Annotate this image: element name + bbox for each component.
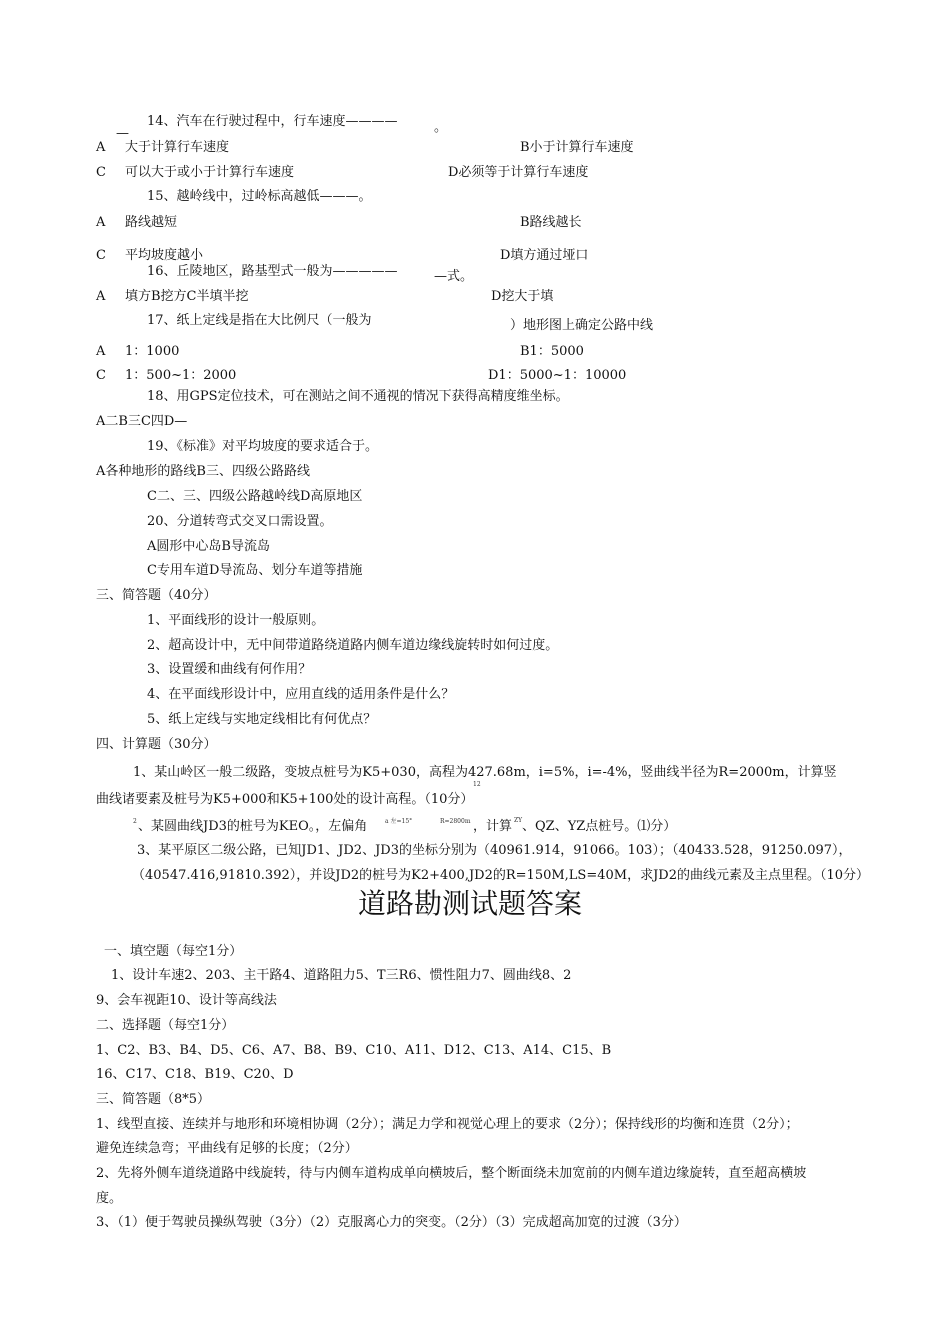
calc-problem-2-part-c: 、QZ、YZ点桩号。⑴分）	[522, 819, 677, 834]
section3-item: 2、超高设计中，无中间带道路绕道路内侧车道边缘线旋转时如何过度。	[147, 638, 559, 653]
section3-item: 1、平面线形的设计一般原则。	[147, 613, 325, 628]
q14-stem: 14、汽车在行驶过程中，行车速度————	[147, 114, 398, 129]
answer-short-1-line1: 1、线型直接、连续并与地形和环境相协调（2分）；满足力学和视觉心理上的要求（2分）；保持线形的均衡和连贯（2分）；	[96, 1117, 799, 1132]
q17-c-letter: C	[96, 368, 106, 383]
q14-a-letter: A	[96, 140, 106, 155]
q14-option-a: 大于计算行车速度	[125, 140, 230, 155]
q16-tail: —式。	[434, 269, 474, 284]
q16-option-d: D挖大于填	[491, 289, 554, 304]
q17-option-d: D1：5000~1：10000	[488, 368, 627, 383]
q18-stem: 18、用GPS定位技术，可在测站之间不通视的情况下获得高精度维坐标。	[147, 389, 569, 404]
q14-option-c: 可以大于或小于计算行车速度	[125, 165, 295, 180]
q15-stem: 15、越岭线中，过岭标高越低———。	[147, 189, 372, 204]
calc-problem-2-angle: a 左=15°	[385, 818, 413, 825]
q17-option-b: B1：5000	[520, 344, 584, 359]
q15-option-d: D填方通过垭口	[500, 248, 589, 263]
section4-heading: 四、计算题（30分）	[96, 737, 217, 752]
q16-a-letter: A	[96, 289, 106, 304]
q19-options-ab: A各种地形的路线B三、四级公路路线	[96, 464, 310, 479]
q14-tail: 。	[434, 120, 448, 135]
q20-options-cd: C专用车道D导流岛、划分车道等措施	[147, 563, 363, 578]
q17-option-c: 1：500~1：2000	[125, 368, 237, 383]
answer-choice-line1: 1、C2、B3、B4、D5、C6、A7、B8、B9、C10、A11、D12、C13、A14、C15、B	[96, 1043, 612, 1058]
q17-tail: ）地形图上确定公路中线	[510, 318, 654, 333]
calc-problem-2-part-b: ，计算	[473, 819, 513, 834]
answer-title: 道路勘测试题答案	[358, 887, 583, 920]
q15-a-letter: A	[96, 215, 106, 230]
q14-dash: —	[116, 126, 129, 141]
q19-options-cd: C二、三、四级公路越岭线D高原地区	[147, 489, 363, 504]
calc-problem-1-line1: 1、某山岭区一般二级路，变坡点桩号为K5+030，高程为427.68m，i=5%，i=-4%，竖曲线半径为R=2000m，计算竖	[133, 765, 837, 780]
q16-options-abc: 填方B挖方C半填半挖	[125, 289, 249, 304]
calc-problem-1-subscript: 12	[473, 781, 481, 788]
calc-problem-2-radius: R=2800m	[440, 818, 471, 825]
calc-problem-2-number: 2	[133, 818, 137, 825]
q14-option-d: D必须等于计算行车速度	[448, 165, 589, 180]
calc-problem-3-line1: 3、某平原区二级公路，已知JD1、JD2、JD3的坐标分别为（40961.914，91066。103）；（40433.528，91250.097），	[137, 843, 852, 858]
q18-options: A二B三C四D—	[96, 414, 188, 429]
q17-a-letter: A	[96, 344, 106, 359]
q15-option-c: 平均坡度越小	[125, 248, 204, 263]
q17-option-a: 1：1000	[125, 344, 180, 359]
q20-options-ab: A圆形中心岛B导流岛	[147, 539, 270, 554]
answer-short-1-line2: 避免连续急弯；平曲线有足够的长度；（2分）	[96, 1141, 358, 1156]
q14-c-letter: C	[96, 165, 106, 180]
calc-problem-3-line2: （40547.416,91810.392），并设JD2的桩号为K2+400,JD2的R=150M,LS=40M，求JD2的曲线元素及主点里程。（10分）	[132, 868, 870, 883]
answer-short-3-line1: 3、（1）便于驾驶员操纵驾驶（3分）（2）克服离心力的突变。（2分）（3）完成超高加宽的过渡（3分）	[96, 1215, 687, 1230]
answer-short-2-line2: 度。	[96, 1191, 123, 1206]
section3-heading: 三、简答题（40分）	[96, 588, 217, 603]
q17-stem: 17、纸上定线是指在大比例尺（一般为	[147, 313, 372, 328]
q16-stem: 16、丘陵地区，路基型式一般为—————	[147, 264, 398, 279]
answer-choice-line2: 16、C17、C18、B19、C20、D	[96, 1067, 294, 1082]
q19-stem: 19、《标准》对平均坡度的要求适合于。	[147, 439, 379, 454]
answer-choice-heading: 二、选择题（每空1分）	[96, 1018, 235, 1033]
answer-short-2-line1: 2、先将外侧车道绕道路中线旋转，待与内侧车道构成单向横坡后，整个断面绕未加宽前的内侧车道边缘旋转，直至超高横坡	[96, 1166, 807, 1181]
section3-item: 3、设置缓和曲线有何作用？	[147, 662, 312, 677]
calc-problem-1-line2: 曲线诸要素及桩号为K5+000和K5+100处的设计高程。（10分）	[96, 792, 474, 807]
answer-fill-line2: 9、会车视距10、设计等高线法	[96, 993, 277, 1008]
q15-c-letter: C	[96, 248, 106, 263]
section3-item: 5、纸上定线与实地定线相比有何优点？	[147, 712, 377, 727]
q20-stem: 20、分道转弯式交叉口需设置。	[147, 514, 333, 529]
answer-fill-heading: 一、填空题（每空1分）	[104, 944, 243, 959]
answer-fill-line1: 1、设计车速2、203、主干路4、道路阻力5、T三R6、惯性阻力7、圆曲线8、2	[111, 968, 572, 983]
calc-problem-2-zy: ZY	[514, 817, 523, 824]
q15-option-a: 路线越短	[125, 215, 178, 230]
calc-problem-2-part-a: 、某圆曲线JD3的桩号为KEO。，左偏角	[138, 819, 368, 834]
q15-option-b: B路线越长	[520, 215, 582, 230]
section3-item: 4、在平面线形设计中，应用直线的适用条件是什么？	[147, 687, 455, 702]
q14-option-b: B小于计算行车速度	[520, 140, 634, 155]
answer-short-heading: 三、简答题（8*5）	[96, 1092, 211, 1107]
